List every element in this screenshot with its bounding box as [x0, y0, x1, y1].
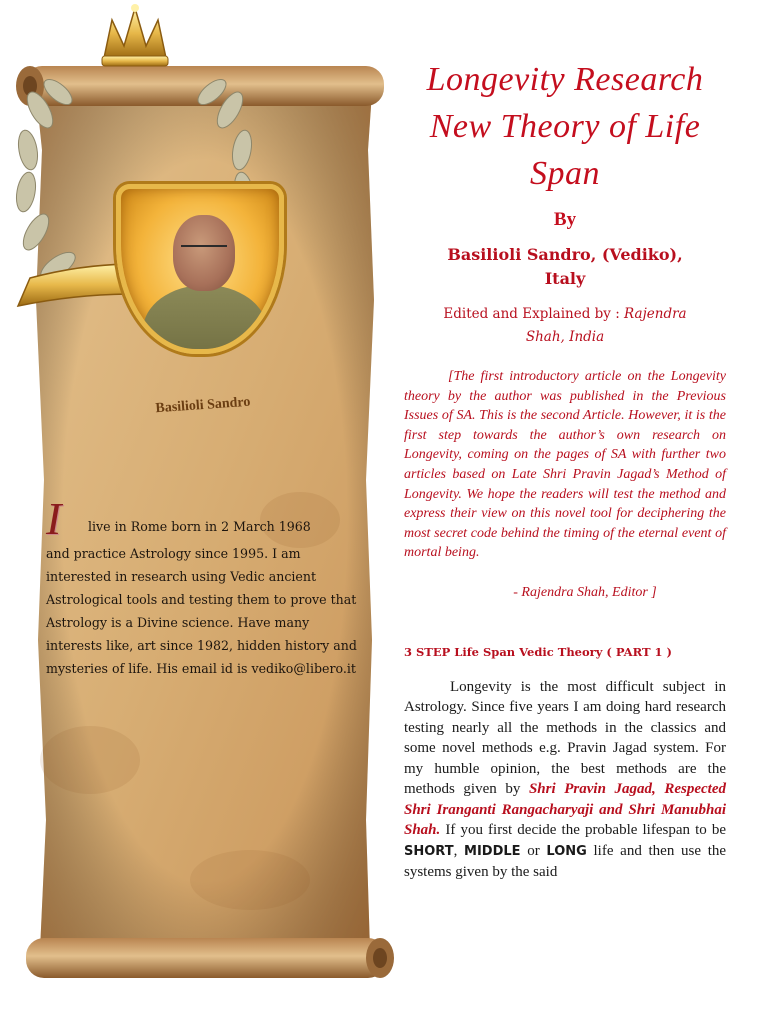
or-sep: or	[520, 842, 547, 859]
bio-first-line	[46, 493, 360, 544]
term-middle: MIDDLE	[464, 843, 521, 859]
author-line: Italy	[544, 269, 586, 288]
title-line: Longevity Research	[426, 61, 704, 98]
term-long: LONG	[546, 843, 587, 859]
author-line: Basilioli Sandro, (Vediko),	[447, 245, 683, 264]
body-highlight-names: Shri Pravin Jagad, Respected Shri Iranganti Rangacharyaji and Shri Manubhai Shah.	[404, 781, 726, 839]
editor-name-first: Rajendra	[624, 306, 687, 322]
portrait-banner-name: Basilioli Sandro	[155, 394, 251, 417]
title-line: New Theory of Life	[429, 108, 701, 145]
section-heading: 3 STEP Life Span Vedic Theory ( PART 1 )	[404, 644, 672, 659]
editor-line-1	[404, 303, 726, 326]
body-text-1: Longevity is the most difficult subject in Astrology. Since five years I am doing hard research testing nearly all the methods in the classics and some novel methods e.g. Pravin Jagad system. For my humble opinion, the best methods are the methods given by	[404, 678, 726, 798]
article-title	[404, 56, 726, 197]
author-bio	[46, 493, 360, 680]
bio-text: and practice Astrology since 1995. I am interested in research using Vedic ancient Astrological tools and testing them to prove that Astrology is a Divine science. Have many interests like, art since 1982, hidden history and mysteries of life. His email id is vediko@libero.it	[46, 546, 357, 676]
comma-sep: ,	[453, 842, 465, 859]
editor-credit	[404, 303, 726, 349]
body-text-3: life and then use the systems given by the said	[404, 842, 727, 881]
term-short: SHORT	[404, 843, 454, 859]
editor-signature: - Rajendra Shah, Editor ]	[513, 584, 657, 600]
author-name	[404, 243, 726, 291]
bio-first-text: live in Rome born in 2 March 1968	[88, 519, 311, 534]
editor-introduction: [The first introductory article on the Longevity theory by the author was published in the Previous Issues of SA. This is the second Article. However, it is the first step towards the author’s own research on Longevity, coming on the pages of SA with further two articles based on Late Shri Pravin Jagad’s Method of Longevity. We hope the readers will test the method and express their view on this novel tool for deciphering the most secret code behind the timing of the eternal event of mortal being.	[404, 369, 726, 561]
byline-label: By	[553, 209, 577, 230]
editor-line-2: Shah, India	[525, 329, 605, 345]
editor-prefix: Edited and Explained by :	[443, 306, 625, 322]
body-text-2: If you first decide the probable lifespan to be	[440, 822, 726, 839]
portrait-glasses	[181, 245, 227, 255]
portrait-shirt	[143, 285, 267, 354]
article-body	[404, 677, 726, 883]
article-column	[404, 56, 726, 883]
title-line: Span	[530, 155, 600, 192]
drop-cap: I	[46, 493, 62, 544]
